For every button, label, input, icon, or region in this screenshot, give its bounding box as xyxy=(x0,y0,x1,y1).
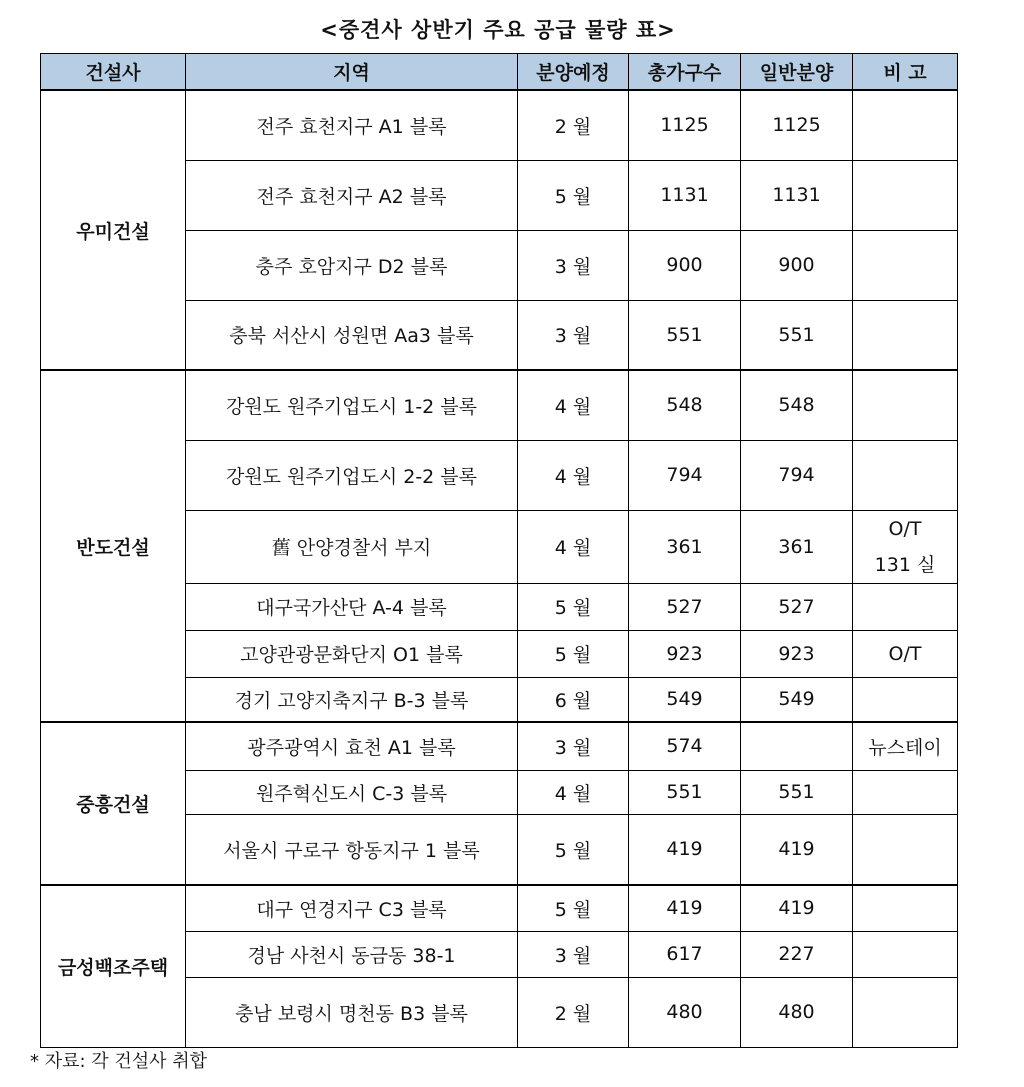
month-cell: 3 월 xyxy=(518,931,629,977)
general-cell: 227 xyxy=(741,931,853,977)
general-cell: 548 xyxy=(741,370,853,440)
general-cell: 361 xyxy=(741,510,853,583)
note-line: O/T xyxy=(888,517,922,540)
month-cell: 6 월 xyxy=(518,677,629,722)
company-cell: 우미건설 xyxy=(41,90,186,370)
general-cell: 551 xyxy=(741,300,853,370)
region-cell: 충북 서산시 성원면 Aa3 블록 xyxy=(186,300,518,370)
region-cell: 충주 호암지구 D2 블록 xyxy=(186,230,518,300)
region-cell: 원주혁신도시 C-3 블록 xyxy=(186,770,518,814)
total-cell: 617 xyxy=(629,931,741,977)
region-cell: 대구국가산단 A-4 블록 xyxy=(186,583,518,630)
table-row xyxy=(41,370,958,440)
total-cell: 923 xyxy=(629,630,741,677)
note-cell xyxy=(853,931,958,977)
total-cell: 548 xyxy=(629,370,741,440)
note-cell xyxy=(853,370,958,440)
header-region: 지역 xyxy=(186,54,518,91)
total-cell: 1125 xyxy=(629,90,741,160)
total-cell: 574 xyxy=(629,722,741,770)
total-cell: 419 xyxy=(629,885,741,931)
month-cell: 3 월 xyxy=(518,230,629,300)
month-cell: 5 월 xyxy=(518,885,629,931)
month-cell: 4 월 xyxy=(518,770,629,814)
region-cell: 전주 효천지구 A1 블록 xyxy=(186,90,518,160)
month-cell: 5 월 xyxy=(518,160,629,230)
note-cell: 뉴스테이 xyxy=(853,722,958,770)
general-cell: 419 xyxy=(741,814,853,885)
general-cell: 527 xyxy=(741,583,853,630)
source-note: * 자료: 각 건설사 취합 xyxy=(30,1051,208,1072)
month-cell: 2 월 xyxy=(518,90,629,160)
total-cell: 551 xyxy=(629,770,741,814)
general-cell: 1131 xyxy=(741,160,853,230)
header-company: 건설사 xyxy=(41,54,186,91)
note-cell xyxy=(853,160,958,230)
general-cell: 794 xyxy=(741,440,853,510)
table-title: <중견사 상반기 주요 공급 물량 표> xyxy=(320,18,676,42)
note-cell xyxy=(853,977,958,1047)
general-cell: 1125 xyxy=(741,90,853,160)
general-cell: 419 xyxy=(741,885,853,931)
month-cell: 5 월 xyxy=(518,630,629,677)
header-note: 비 고 xyxy=(853,54,958,91)
note-cell xyxy=(853,814,958,885)
region-cell: 경남 사천시 동금동 38-1 xyxy=(186,931,518,977)
note-cell xyxy=(853,510,958,583)
group-geumseong xyxy=(41,885,958,1047)
header-row xyxy=(41,54,958,91)
month-cell: 5 월 xyxy=(518,583,629,630)
region-cell: 강원도 원주기업도시 1-2 블록 xyxy=(186,370,518,440)
header-total: 총가구수 xyxy=(629,54,741,91)
region-cell: 광주광역시 효천 A1 블록 xyxy=(186,722,518,770)
total-cell: 480 xyxy=(629,977,741,1047)
total-cell: 551 xyxy=(629,300,741,370)
general-cell: 900 xyxy=(741,230,853,300)
note-cell xyxy=(853,440,958,510)
month-cell: 4 월 xyxy=(518,510,629,583)
table-row xyxy=(41,90,958,160)
company-cell: 반도건설 xyxy=(41,370,186,722)
group-bando xyxy=(41,370,958,722)
region-cell: 전주 효천지구 A2 블록 xyxy=(186,160,518,230)
table-row xyxy=(41,722,958,770)
company-cell: 금성백조주택 xyxy=(41,885,186,1047)
total-cell: 549 xyxy=(629,677,741,722)
region-cell: 舊 안양경찰서 부지 xyxy=(186,510,518,583)
header-general: 일반분양 xyxy=(741,54,853,91)
note-line: 131 실 xyxy=(874,553,936,576)
note-cell xyxy=(853,90,958,160)
general-cell xyxy=(741,722,853,770)
total-cell: 419 xyxy=(629,814,741,885)
region-cell: 서울시 구로구 항동지구 1 블록 xyxy=(186,814,518,885)
note-cell xyxy=(853,583,958,630)
month-cell: 3 월 xyxy=(518,722,629,770)
month-cell: 5 월 xyxy=(518,814,629,885)
total-cell: 1131 xyxy=(629,160,741,230)
note-cell xyxy=(853,770,958,814)
total-cell: 900 xyxy=(629,230,741,300)
month-cell: 4 월 xyxy=(518,370,629,440)
general-cell: 480 xyxy=(741,977,853,1047)
total-cell: 794 xyxy=(629,440,741,510)
group-jungheung xyxy=(41,722,958,885)
month-cell: 3 월 xyxy=(518,300,629,370)
region-cell: 충남 보령시 명천동 B3 블록 xyxy=(186,977,518,1047)
region-cell: 대구 연경지구 C3 블록 xyxy=(186,885,518,931)
total-cell: 361 xyxy=(629,510,741,583)
table-row xyxy=(41,885,958,931)
month-cell: 4 월 xyxy=(518,440,629,510)
note-cell xyxy=(853,677,958,722)
general-cell: 551 xyxy=(741,770,853,814)
general-cell: 923 xyxy=(741,630,853,677)
header-month: 분양예정 xyxy=(518,54,629,91)
group-woomi xyxy=(41,90,958,370)
note-cell xyxy=(853,230,958,300)
region-cell: 경기 고양지축지구 B-3 블록 xyxy=(186,677,518,722)
region-cell: 강원도 원주기업도시 2-2 블록 xyxy=(186,440,518,510)
note-cell xyxy=(853,885,958,931)
company-cell: 중흥건설 xyxy=(41,722,186,885)
total-cell: 527 xyxy=(629,583,741,630)
month-cell: 2 월 xyxy=(518,977,629,1047)
region-cell: 고양관광문화단지 O1 블록 xyxy=(186,630,518,677)
general-cell: 549 xyxy=(741,677,853,722)
note-cell xyxy=(853,300,958,370)
note-cell: O/T xyxy=(853,630,958,677)
supply-table xyxy=(40,53,958,1048)
